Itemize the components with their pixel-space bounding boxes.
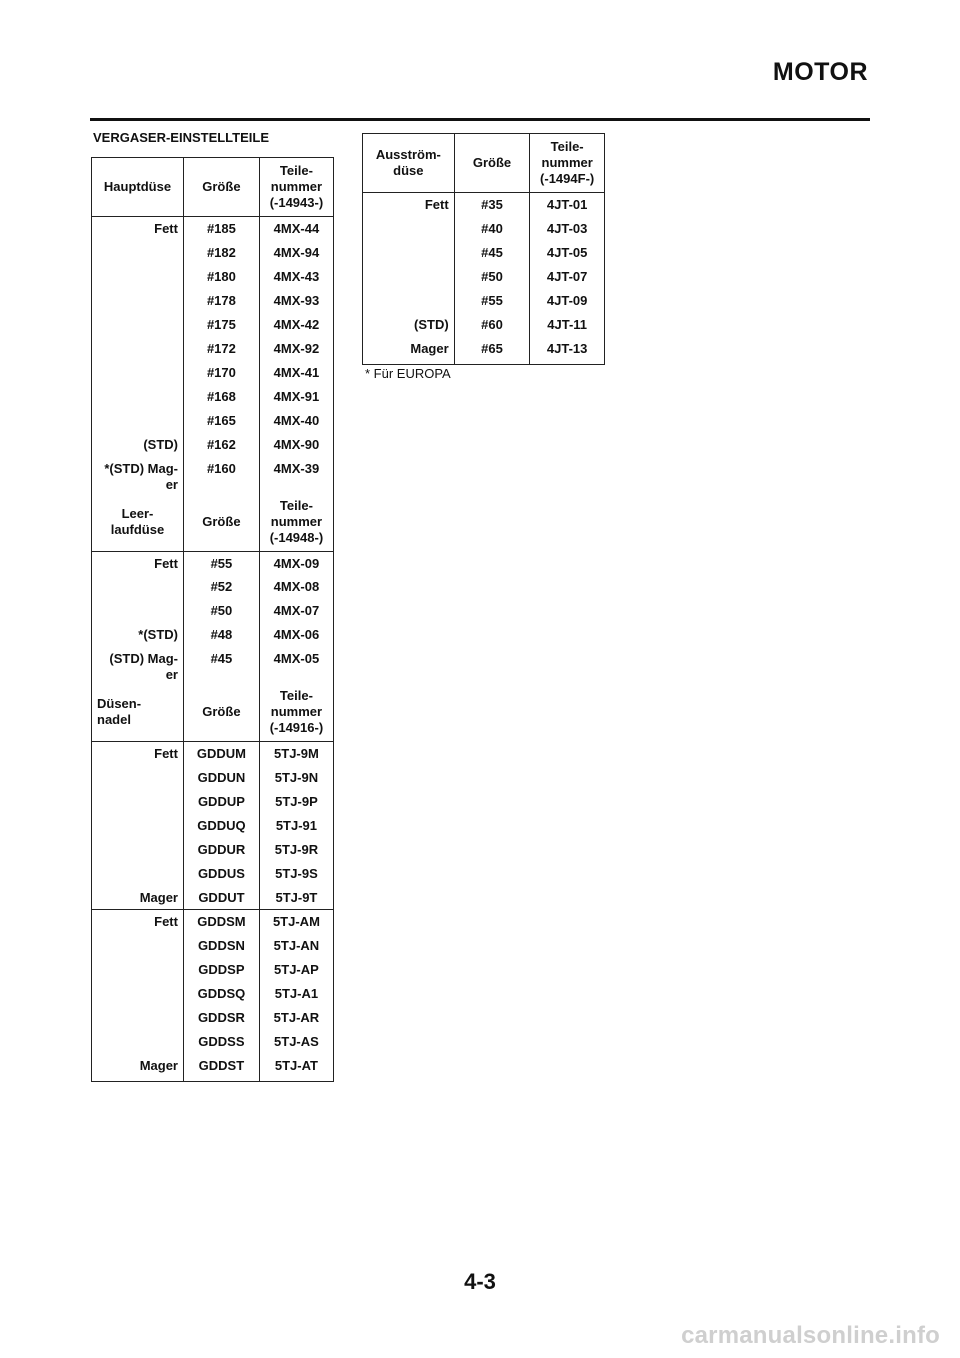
size-cell: #60 [454, 313, 530, 337]
part-number-cell: 5TJ-AT [259, 1054, 333, 1082]
size-cell: #185 [183, 217, 259, 241]
table-row [92, 814, 334, 838]
header-row [92, 158, 334, 217]
table-row [363, 193, 605, 217]
table-row [92, 289, 334, 313]
setting-cell [92, 409, 184, 433]
size-cell: GDDSN [183, 934, 259, 958]
setting-cell: (STD) [143, 436, 178, 452]
size-cell: #175 [183, 313, 259, 337]
part-number-cell: 4MX-06 [259, 623, 333, 647]
part-number-cell: 4JT-07 [530, 265, 605, 289]
setting-cell: Fett [92, 910, 184, 934]
setting-cell: Mager [139, 889, 178, 905]
outlet-jet-table [362, 133, 605, 365]
part-number-cell: 5TJ-AN [259, 934, 333, 958]
table-row [92, 910, 334, 934]
header-row [363, 134, 605, 193]
size-cell: #170 [183, 361, 259, 385]
table-row [92, 361, 334, 385]
size-cell: #65 [454, 337, 530, 365]
table-row [92, 265, 334, 289]
part-number-cell: 5TJ-AS [259, 1030, 333, 1054]
column-header: Leer- laufdüse [92, 493, 184, 552]
setting-cell [92, 361, 184, 385]
setting-cell [92, 814, 184, 838]
part-number-cell: 4JT-05 [530, 241, 605, 265]
size-cell: #162 [183, 433, 259, 457]
size-cell: #48 [183, 623, 259, 647]
column-header: Größe [183, 683, 259, 742]
setting-cell [92, 241, 184, 265]
part-number-cell: 5TJ-9R [259, 838, 333, 862]
table-row [363, 289, 605, 313]
table-row [92, 647, 334, 683]
setting-cell: Fett [154, 746, 178, 761]
setting-cell [92, 385, 184, 409]
size-cell: GDDUR [183, 838, 259, 862]
part-number-cell: 4JT-01 [530, 193, 605, 217]
setting-cell: Mager [139, 1057, 178, 1073]
part-number-cell: 4MX-39 [259, 457, 333, 493]
table-row [92, 337, 334, 361]
size-cell: #55 [454, 289, 530, 313]
table-row [92, 958, 334, 982]
column-header: Ausström- düse [363, 134, 455, 193]
setting-cell [363, 265, 455, 289]
part-number-cell: 5TJ-A1 [259, 982, 333, 1006]
size-cell: #180 [183, 265, 259, 289]
size-cell: GDDUS [183, 862, 259, 886]
size-cell: #165 [183, 409, 259, 433]
column-header: Teile- nummer (-14948-) [259, 493, 333, 552]
table-row [92, 742, 334, 766]
pilot-jet-group [92, 493, 334, 684]
part-number-cell: 4JT-03 [530, 217, 605, 241]
size-cell: GDDSS [183, 1030, 259, 1054]
size-cell: GDDUQ [183, 814, 259, 838]
part-number-cell: 4JT-11 [530, 313, 605, 337]
table-row [363, 337, 605, 365]
part-number-cell: 4MX-93 [259, 289, 333, 313]
size-cell: #40 [454, 217, 530, 241]
part-number-cell: 4MX-09 [259, 551, 333, 575]
table-row [92, 862, 334, 886]
table-row [92, 623, 334, 647]
table-row [92, 1054, 334, 1082]
part-number-cell: 5TJ-9N [259, 766, 333, 790]
part-number-cell: 4JT-09 [530, 289, 605, 313]
column-header: Teile- nummer (-14943-) [259, 158, 333, 217]
size-cell: #55 [183, 551, 259, 575]
part-number-cell: 5TJ-91 [259, 814, 333, 838]
size-cell: #178 [183, 289, 259, 313]
part-number-cell: 4MX-08 [259, 575, 333, 599]
column-header: Größe [183, 493, 259, 552]
setting-cell: Mager [410, 340, 449, 356]
size-cell: #45 [454, 241, 530, 265]
part-number-cell: 5TJ-AM [259, 910, 333, 934]
column-header: Düsen- nadel [92, 683, 184, 742]
setting-cell [92, 289, 184, 313]
table-row [92, 1030, 334, 1054]
size-cell: GDDUT [183, 886, 259, 910]
page-header-title: MOTOR [772, 58, 868, 86]
part-number-cell: 5TJ-9M [259, 742, 333, 766]
part-number-cell: 4MX-90 [259, 433, 333, 457]
table-row [92, 241, 334, 265]
setting-cell [363, 217, 455, 241]
setting-cell [92, 575, 184, 599]
size-cell: #182 [183, 241, 259, 265]
table-row [92, 982, 334, 1006]
part-number-cell: 4MX-44 [259, 217, 333, 241]
watermark: carmanualsonline.info [681, 1322, 940, 1349]
setting-cell [92, 838, 184, 862]
size-cell: #172 [183, 337, 259, 361]
setting-cell [92, 313, 184, 337]
size-cell: #50 [183, 599, 259, 623]
column-header: Größe [454, 134, 530, 193]
setting-cell [92, 982, 184, 1006]
table-row [92, 790, 334, 814]
size-cell: GDDSR [183, 1006, 259, 1030]
size-cell: #168 [183, 385, 259, 409]
part-number-cell: 5TJ-AR [259, 1006, 333, 1030]
table-row [92, 313, 334, 337]
part-number-cell: 4MX-07 [259, 599, 333, 623]
header-rule [90, 118, 870, 121]
size-cell: GDDUM [183, 742, 259, 766]
size-cell: #50 [454, 265, 530, 289]
setting-cell: Fett [424, 197, 449, 212]
setting-cell [363, 241, 455, 265]
setting-cell [92, 265, 184, 289]
setting-cell: (STD) Mag- er [109, 651, 178, 682]
table-row [92, 217, 334, 241]
column-header: Teile- nummer (-14916-) [259, 683, 333, 742]
setting-cell: Fett [154, 221, 178, 236]
size-cell: GDDUN [183, 766, 259, 790]
part-number-cell: 4MX-91 [259, 385, 333, 409]
outlet-jet-group [363, 134, 605, 365]
setting-cell: (STD) [414, 316, 449, 332]
carburetor-settings-table [91, 157, 334, 1082]
size-cell: GDDSQ [183, 982, 259, 1006]
table-row [92, 551, 334, 575]
setting-cell [92, 790, 184, 814]
section-title: VERGASER-EINSTELLTEILE [93, 130, 269, 145]
part-number-cell: 4MX-42 [259, 313, 333, 337]
part-number-cell: 5TJ-AP [259, 958, 333, 982]
main-jet-group [92, 158, 334, 493]
table-row [363, 265, 605, 289]
size-cell: GDDSM [183, 910, 259, 934]
column-header: Hauptdüse [92, 158, 184, 217]
footnote: * Für EUROPA [365, 366, 451, 381]
part-number-cell: 4MX-41 [259, 361, 333, 385]
part-number-cell: 5TJ-9S [259, 862, 333, 886]
size-cell: GDDUP [183, 790, 259, 814]
setting-cell [92, 599, 184, 623]
table-row [363, 313, 605, 337]
column-header: Teile- nummer (-1494F-) [530, 134, 605, 193]
setting-cell [92, 1030, 184, 1054]
header-row [92, 493, 334, 552]
setting-cell [92, 862, 184, 886]
size-cell: #160 [183, 457, 259, 493]
part-number-cell: 5TJ-9T [259, 886, 333, 910]
header-row [92, 683, 334, 742]
size-cell: #52 [183, 575, 259, 599]
setting-cell [92, 337, 184, 361]
setting-cell: *(STD) Mag- er [104, 460, 178, 492]
size-cell: #45 [183, 647, 259, 683]
jet-needle-group [92, 683, 334, 1082]
table-row [92, 433, 334, 457]
table-row [92, 409, 334, 433]
size-cell: GDDSP [183, 958, 259, 982]
table-row [363, 241, 605, 265]
setting-cell [92, 1006, 184, 1030]
table-row [92, 766, 334, 790]
table-row [92, 934, 334, 958]
column-header: Größe [183, 158, 259, 217]
setting-cell [92, 934, 184, 958]
part-number-cell: 4MX-92 [259, 337, 333, 361]
size-cell: #35 [454, 193, 530, 217]
setting-cell: *(STD) [138, 627, 178, 642]
size-cell: GDDST [183, 1054, 259, 1082]
part-number-cell: 4JT-13 [530, 337, 605, 365]
part-number-cell: 4MX-94 [259, 241, 333, 265]
table-row [92, 385, 334, 409]
setting-cell [363, 289, 455, 313]
part-number-cell: 4MX-05 [259, 647, 333, 683]
table-row [92, 457, 334, 493]
table-row [92, 838, 334, 862]
table-row [363, 217, 605, 241]
table-row [92, 1006, 334, 1030]
setting-cell [92, 766, 184, 790]
page-number: 4-3 [464, 1269, 496, 1294]
table-row [92, 575, 334, 599]
setting-cell [92, 958, 184, 982]
table-row [92, 886, 334, 910]
part-number-cell: 4MX-40 [259, 409, 333, 433]
part-number-cell: 4MX-43 [259, 265, 333, 289]
setting-cell: Fett [154, 555, 178, 571]
part-number-cell: 5TJ-9P [259, 790, 333, 814]
table-row [92, 599, 334, 623]
